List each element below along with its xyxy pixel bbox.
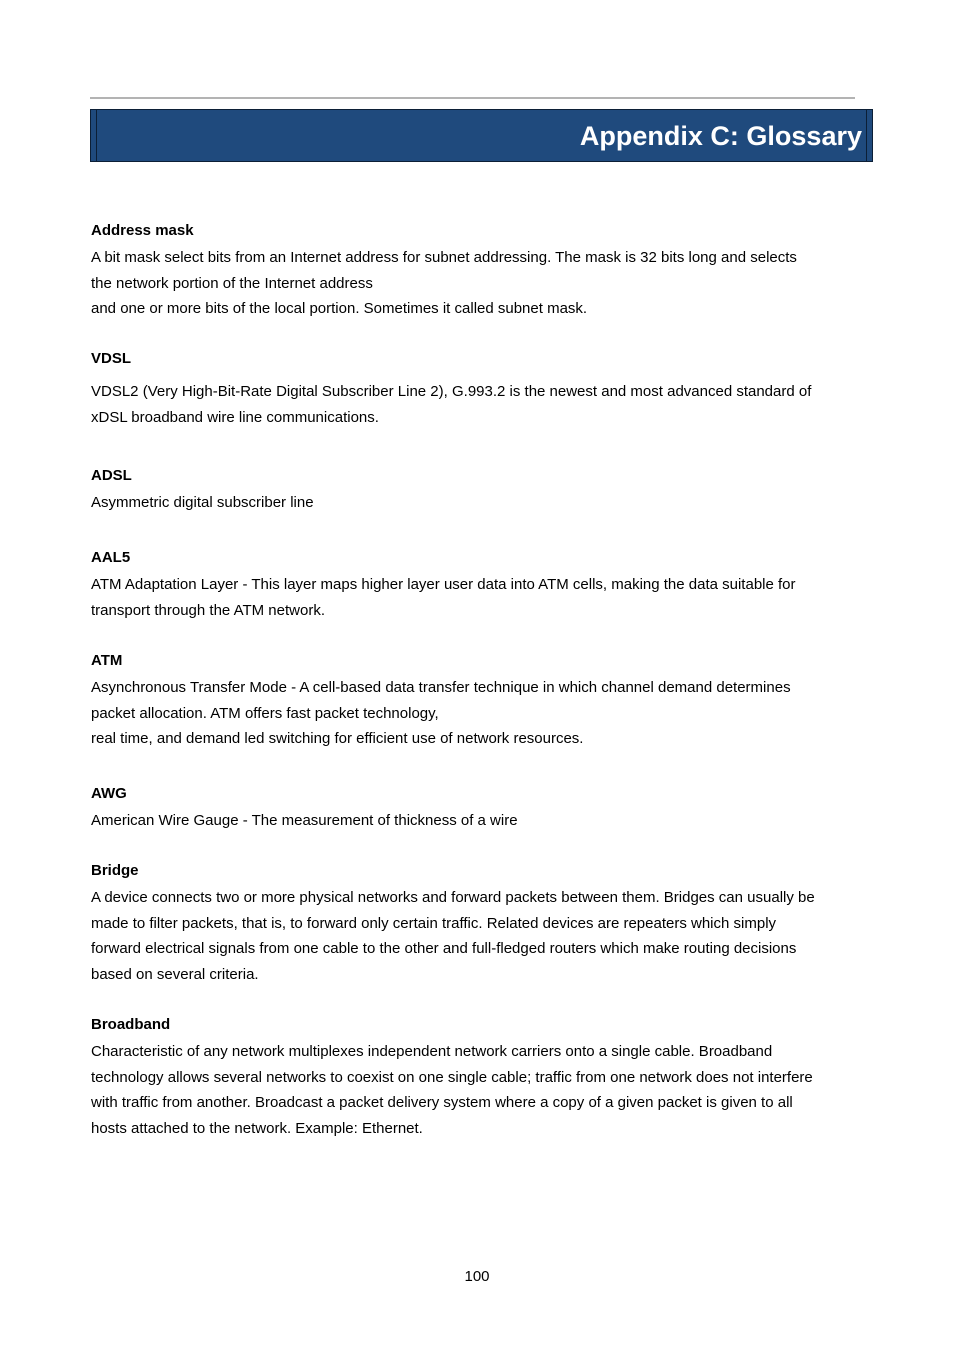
page-number: 100 [464, 1268, 490, 1285]
title-banner [90, 109, 873, 162]
glossary-term: Address mask [91, 222, 194, 239]
header-rule [90, 97, 855, 99]
glossary-definition: Asymmetric digital subscriber line [91, 494, 314, 511]
glossary-entry-vdsl [91, 350, 871, 430]
glossary-term: Broadband [91, 1016, 171, 1033]
glossary-term: Bridge [91, 862, 139, 879]
glossary-entry-address-mask [91, 222, 871, 322]
glossary-entry-broadband [91, 1016, 871, 1141]
glossary-term: VDSL [91, 350, 132, 367]
glossary-term: ATM [91, 652, 123, 669]
glossary-definition: Characteristic of any network multiplexes independent network carriers onto a single cable. Broadband technology allows several networks to coexist on one single cable; traffic from one network does not interfere with traffic from another. Broadcast a packet delivery system where a copy of a given packet is given to all hosts attached to the network. Example: Ethernet. [91, 1043, 813, 1137]
glossary-entry-aal5 [91, 549, 871, 623]
glossary-definition: American Wire Gauge - The measurement of thickness of a wire [91, 812, 518, 829]
glossary-term: ADSL [91, 467, 132, 484]
glossary-definition: A bit mask select bits from an Internet address for subnet addressing. The mask is 32 bits long and selects the network portion of the Internet address and one or more bits of the local portion. Sometimes it called subnet mask. [91, 249, 797, 317]
glossary-entry-atm [91, 652, 871, 752]
page-title: Appendix C: Glossary [579, 121, 862, 151]
glossary-entry-adsl [91, 467, 871, 516]
glossary-term: AWG [91, 785, 127, 802]
glossary-definition: ATM Adaptation Layer - This layer maps higher layer user data into ATM cells, making the data suitable for transport through the ATM network. [91, 576, 796, 619]
glossary-definition: Asynchronous Transfer Mode - A cell-based data transfer technique in which channel demand determines packet allocation. ATM offers fast packet technology, real time, and demand led switching for efficient use of network resources. [91, 679, 791, 747]
glossary-entry-bridge [91, 862, 871, 987]
glossary-entry-awg [91, 785, 871, 834]
glossary-definition: VDSL2 (Very High-Bit-Rate Digital Subscriber Line 2), G.993.2 is the newest and most advanced standard of xDSL broadband wire line communications. [91, 383, 812, 426]
glossary-definition: A device connects two or more physical networks and forward packets between them. Bridges can usually be made to filter packets, that is, to forward only certain traffic. Related devices are repeaters which simply forward electrical signals from one cable to the other and full-fledged routers which make routing decisions based on several criteria. [91, 889, 815, 983]
glossary-term: AAL5 [91, 549, 131, 566]
